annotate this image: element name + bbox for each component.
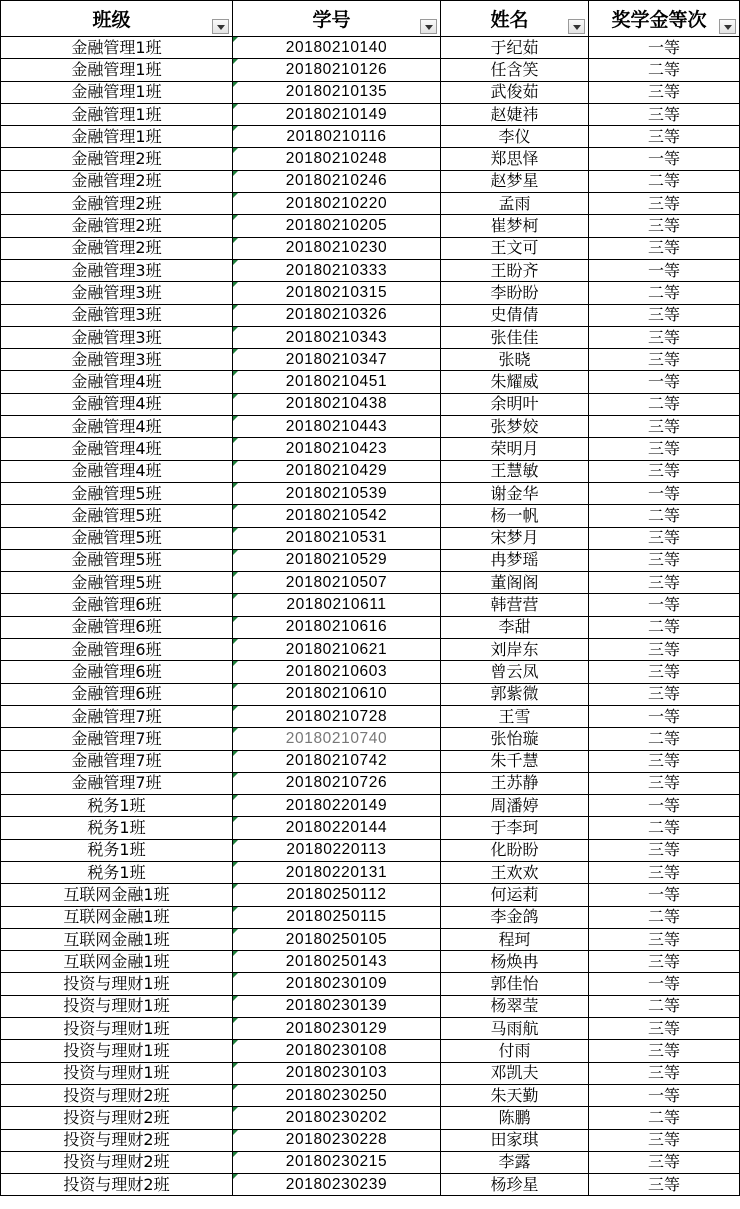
cell-student-id[interactable]: 20180210616: [233, 616, 441, 638]
cell-student-id[interactable]: 20180230139: [233, 995, 441, 1017]
cell-class[interactable]: 金融管理4班: [1, 460, 233, 482]
header-row: [1, 1, 740, 37]
cell-scholarship-level[interactable]: 三等: [589, 126, 740, 148]
cell-scholarship-level[interactable]: 二等: [589, 995, 740, 1017]
cell-student-id[interactable]: 20180210443: [233, 416, 441, 438]
cell-class[interactable]: 金融管理6班: [1, 639, 233, 661]
table-row: [1, 393, 740, 415]
cell-name[interactable]: 周潘婷: [441, 795, 589, 817]
cell-student-id[interactable]: 20180210529: [233, 549, 441, 571]
cell-scholarship-level[interactable]: 三等: [589, 1174, 740, 1196]
cell-name[interactable]: 张晓: [441, 349, 589, 371]
cell-class[interactable]: 金融管理5班: [1, 572, 233, 594]
cell-student-id[interactable]: 20180210742: [233, 750, 441, 772]
cell-name[interactable]: 刘岸东: [441, 639, 589, 661]
cell-student-id[interactable]: 20180210542: [233, 505, 441, 527]
table-row: [1, 683, 740, 705]
cell-scholarship-level[interactable]: 一等: [589, 259, 740, 281]
cell-student-id[interactable]: 20180210621: [233, 639, 441, 661]
cell-student-id[interactable]: 20180210610: [233, 683, 441, 705]
table-row: [1, 639, 740, 661]
cell-student-id[interactable]: 20180210343: [233, 326, 441, 348]
cell-scholarship-level[interactable]: 三等: [589, 1018, 740, 1040]
cell-class[interactable]: 投资与理财2班: [1, 1151, 233, 1173]
cell-class[interactable]: 金融管理3班: [1, 304, 233, 326]
table-row: [1, 549, 740, 571]
cell-student-id[interactable]: 20180230215: [233, 1151, 441, 1173]
table-row: [1, 170, 740, 192]
cell-class[interactable]: 税务1班: [1, 795, 233, 817]
table-row: [1, 416, 740, 438]
cell-scholarship-level[interactable]: 三等: [589, 1040, 740, 1062]
cell-scholarship-level[interactable]: 三等: [589, 103, 740, 125]
cell-scholarship-level[interactable]: 一等: [589, 973, 740, 995]
header-scholarship-level-label: 奖学金等次: [611, 9, 707, 31]
cell-class[interactable]: 投资与理财2班: [1, 1084, 233, 1106]
cell-student-id[interactable]: 20180210246: [233, 170, 441, 192]
table-row: [1, 438, 740, 460]
cell-class[interactable]: 金融管理7班: [1, 705, 233, 727]
cell-scholarship-level[interactable]: 一等: [589, 594, 740, 616]
table-row: [1, 505, 740, 527]
cell-scholarship-level[interactable]: 三等: [589, 237, 740, 259]
cell-name[interactable]: 李金鸽: [441, 906, 589, 928]
cell-class[interactable]: 互联网金融1班: [1, 951, 233, 973]
cell-scholarship-level[interactable]: 三等: [589, 81, 740, 103]
cell-student-id[interactable]: 20180210451: [233, 371, 441, 393]
cell-class[interactable]: 金融管理3班: [1, 326, 233, 348]
header-student-id-label: 学号: [312, 9, 351, 31]
cell-class[interactable]: 投资与理财1班: [1, 1040, 233, 1062]
cell-name[interactable]: 荣明月: [441, 438, 589, 460]
cell-scholarship-level[interactable]: 二等: [589, 170, 740, 192]
cell-name[interactable]: 孟雨: [441, 193, 589, 215]
cell-class[interactable]: 金融管理4班: [1, 393, 233, 415]
table-row: [1, 259, 740, 281]
cell-name[interactable]: 王雪: [441, 705, 589, 727]
cell-name[interactable]: 王盼齐: [441, 259, 589, 281]
cell-student-id[interactable]: 20180230228: [233, 1129, 441, 1151]
cell-scholarship-level[interactable]: 三等: [589, 750, 740, 772]
cell-student-id[interactable]: 20180220149: [233, 795, 441, 817]
table-row: [1, 572, 740, 594]
table-row: [1, 906, 740, 928]
cell-student-id[interactable]: 20180210507: [233, 572, 441, 594]
cell-name[interactable]: 王文可: [441, 237, 589, 259]
cell-scholarship-level[interactable]: 三等: [589, 460, 740, 482]
cell-student-id[interactable]: 20180210140: [233, 37, 441, 59]
cell-scholarship-level[interactable]: 三等: [589, 193, 740, 215]
cell-student-id[interactable]: 20180230250: [233, 1084, 441, 1106]
cell-scholarship-level[interactable]: 三等: [589, 839, 740, 861]
cell-name[interactable]: 朱天勤: [441, 1084, 589, 1106]
cell-name[interactable]: 李甜: [441, 616, 589, 638]
cell-scholarship-level[interactable]: 三等: [589, 928, 740, 950]
cell-scholarship-level[interactable]: 一等: [589, 705, 740, 727]
cell-student-id[interactable]: 20180210248: [233, 148, 441, 170]
table-row: [1, 482, 740, 504]
cell-name[interactable]: 谢金华: [441, 482, 589, 504]
filter-dropdown-icon[interactable]: [212, 19, 229, 34]
table-row: [1, 817, 740, 839]
cell-scholarship-level[interactable]: 一等: [589, 482, 740, 504]
cell-student-id[interactable]: 20180210347: [233, 349, 441, 371]
cell-student-id[interactable]: 20180250115: [233, 906, 441, 928]
cell-scholarship-level[interactable]: 三等: [589, 549, 740, 571]
cell-class[interactable]: 金融管理2班: [1, 215, 233, 237]
cell-student-id[interactable]: 20180210438: [233, 393, 441, 415]
cell-class[interactable]: 金融管理4班: [1, 371, 233, 393]
cell-scholarship-level[interactable]: 三等: [589, 349, 740, 371]
cell-name[interactable]: 杨珍星: [441, 1174, 589, 1196]
cell-name[interactable]: 邓凯夫: [441, 1062, 589, 1084]
cell-scholarship-level[interactable]: 一等: [589, 371, 740, 393]
cell-student-id[interactable]: 20180230108: [233, 1040, 441, 1062]
cell-name[interactable]: 朱千慧: [441, 750, 589, 772]
cell-student-id[interactable]: 20180220131: [233, 861, 441, 883]
cell-scholarship-level[interactable]: 二等: [589, 616, 740, 638]
cell-class[interactable]: 金融管理3班: [1, 259, 233, 281]
cell-name[interactable]: 宋梦月: [441, 527, 589, 549]
cell-class[interactable]: 金融管理1班: [1, 103, 233, 125]
cell-student-id[interactable]: 20180210603: [233, 661, 441, 683]
table-row: [1, 750, 740, 772]
cell-name[interactable]: 程珂: [441, 928, 589, 950]
cell-student-id[interactable]: 20180250112: [233, 884, 441, 906]
cell-class[interactable]: 金融管理5班: [1, 549, 233, 571]
cell-name[interactable]: 余明叶: [441, 393, 589, 415]
cell-class[interactable]: 金融管理2班: [1, 148, 233, 170]
cell-student-id[interactable]: 20180210205: [233, 215, 441, 237]
cell-class[interactable]: 金融管理5班: [1, 527, 233, 549]
cell-name[interactable]: 李露: [441, 1151, 589, 1173]
cell-name[interactable]: 何运莉: [441, 884, 589, 906]
cell-student-id[interactable]: 20180230239: [233, 1174, 441, 1196]
cell-class[interactable]: 金融管理6班: [1, 616, 233, 638]
cell-name[interactable]: 于纪茹: [441, 37, 589, 59]
cell-class[interactable]: 税务1班: [1, 839, 233, 861]
table-row: [1, 527, 740, 549]
table-row: [1, 861, 740, 883]
table-row: [1, 237, 740, 259]
cell-class[interactable]: 金融管理2班: [1, 237, 233, 259]
cell-scholarship-level[interactable]: 三等: [589, 861, 740, 883]
cell-student-id[interactable]: 20180230109: [233, 973, 441, 995]
table-row: [1, 59, 740, 81]
cell-name[interactable]: 田家琪: [441, 1129, 589, 1151]
cell-class[interactable]: 金融管理1班: [1, 59, 233, 81]
cell-class[interactable]: 金融管理2班: [1, 193, 233, 215]
table-row: [1, 928, 740, 950]
cell-name[interactable]: 杨翠莹: [441, 995, 589, 1017]
cell-student-id[interactable]: 20180230202: [233, 1107, 441, 1129]
table-row: [1, 37, 740, 59]
cell-class[interactable]: 互联网金融1班: [1, 906, 233, 928]
cell-scholarship-level[interactable]: 一等: [589, 1084, 740, 1106]
cell-name[interactable]: 冉梦瑶: [441, 549, 589, 571]
cell-scholarship-level[interactable]: 二等: [589, 1107, 740, 1129]
cell-name[interactable]: 任含笑: [441, 59, 589, 81]
cell-name[interactable]: 郭紫微: [441, 683, 589, 705]
cell-class[interactable]: 投资与理财1班: [1, 1062, 233, 1084]
cell-scholarship-level[interactable]: 二等: [589, 728, 740, 750]
cell-scholarship-level[interactable]: 三等: [589, 772, 740, 794]
table-row: [1, 772, 740, 794]
cell-class[interactable]: 互联网金融1班: [1, 884, 233, 906]
cell-name[interactable]: 张佳佳: [441, 326, 589, 348]
cell-scholarship-level[interactable]: 三等: [589, 326, 740, 348]
cell-name[interactable]: 郑思怿: [441, 148, 589, 170]
cell-class[interactable]: 金融管理5班: [1, 505, 233, 527]
table-row: [1, 705, 740, 727]
cell-student-id[interactable]: 20180210531: [233, 527, 441, 549]
cell-class[interactable]: 投资与理财1班: [1, 1018, 233, 1040]
table-row: [1, 795, 740, 817]
table-row: [1, 282, 740, 304]
cell-scholarship-level[interactable]: 三等: [589, 683, 740, 705]
cell-student-id[interactable]: 20180210315: [233, 282, 441, 304]
cell-scholarship-level[interactable]: 一等: [589, 795, 740, 817]
cell-scholarship-level[interactable]: 二等: [589, 906, 740, 928]
cell-name[interactable]: 王苏静: [441, 772, 589, 794]
cell-class[interactable]: 投资与理财2班: [1, 1174, 233, 1196]
cell-class[interactable]: 投资与理财2班: [1, 1107, 233, 1129]
cell-student-id[interactable]: 20180210429: [233, 460, 441, 482]
cell-name[interactable]: 张怡璇: [441, 728, 589, 750]
cell-name[interactable]: 付雨: [441, 1040, 589, 1062]
cell-class[interactable]: 金融管理7班: [1, 728, 233, 750]
cell-student-id[interactable]: 20180250143: [233, 951, 441, 973]
filter-dropdown-icon[interactable]: [420, 19, 437, 34]
cell-student-id[interactable]: 20180210326: [233, 304, 441, 326]
cell-class[interactable]: 金融管理3班: [1, 282, 233, 304]
cell-student-id[interactable]: 20180210149: [233, 103, 441, 125]
cell-name[interactable]: 于李珂: [441, 817, 589, 839]
cell-class[interactable]: 税务1班: [1, 861, 233, 883]
table-row: [1, 193, 740, 215]
cell-scholarship-level[interactable]: 三等: [589, 639, 740, 661]
cell-scholarship-level[interactable]: 三等: [589, 1062, 740, 1084]
cell-class[interactable]: 金融管理7班: [1, 772, 233, 794]
cell-scholarship-level[interactable]: 三等: [589, 1129, 740, 1151]
filter-dropdown-icon[interactable]: [568, 19, 585, 34]
cell-student-id[interactable]: 20180210728: [233, 705, 441, 727]
cell-scholarship-level[interactable]: 二等: [589, 505, 740, 527]
cell-class[interactable]: 金融管理1班: [1, 37, 233, 59]
table-row: [1, 1107, 740, 1129]
cell-name[interactable]: 张梦姣: [441, 416, 589, 438]
cell-name[interactable]: 董阁阁: [441, 572, 589, 594]
cell-class[interactable]: 金融管理7班: [1, 750, 233, 772]
cell-scholarship-level[interactable]: 三等: [589, 951, 740, 973]
cell-scholarship-level[interactable]: 一等: [589, 884, 740, 906]
table-row: [1, 1174, 740, 1196]
cell-name[interactable]: 朱耀威: [441, 371, 589, 393]
cell-scholarship-level[interactable]: 三等: [589, 661, 740, 683]
table-row: [1, 884, 740, 906]
table-row: [1, 349, 740, 371]
cell-name[interactable]: 韩营营: [441, 594, 589, 616]
filter-dropdown-icon[interactable]: [719, 19, 736, 34]
header-student-id[interactable]: [233, 1, 441, 37]
cell-scholarship-level[interactable]: 二等: [589, 817, 740, 839]
table-row: [1, 326, 740, 348]
cell-scholarship-level[interactable]: 三等: [589, 304, 740, 326]
table-row: [1, 1062, 740, 1084]
cell-class[interactable]: 金融管理5班: [1, 482, 233, 504]
table-row: [1, 661, 740, 683]
cell-scholarship-level[interactable]: 二等: [589, 282, 740, 304]
cell-class[interactable]: 金融管理2班: [1, 170, 233, 192]
cell-class[interactable]: 税务1班: [1, 817, 233, 839]
table-row: [1, 126, 740, 148]
table-row: [1, 460, 740, 482]
header-class[interactable]: [1, 1, 233, 37]
cell-class[interactable]: 金融管理1班: [1, 126, 233, 148]
cell-scholarship-level[interactable]: 三等: [589, 572, 740, 594]
cell-class[interactable]: 互联网金融1班: [1, 928, 233, 950]
table-row: [1, 839, 740, 861]
cell-class[interactable]: 金融管理6班: [1, 683, 233, 705]
header-class-label: 班级: [92, 9, 131, 31]
table-row: [1, 81, 740, 103]
table-row: [1, 951, 740, 973]
header-name-label: 姓名: [490, 9, 529, 31]
cell-student-id[interactable]: 20180210611: [233, 594, 441, 616]
cell-name[interactable]: 王欢欢: [441, 861, 589, 883]
cell-student-id[interactable]: 20180210333: [233, 259, 441, 281]
cell-student-id[interactable]: 20180250105: [233, 928, 441, 950]
cell-name[interactable]: 马雨航: [441, 1018, 589, 1040]
cell-class[interactable]: 金融管理6班: [1, 661, 233, 683]
cell-name[interactable]: 武俊茹: [441, 81, 589, 103]
cell-name[interactable]: 赵婕祎: [441, 103, 589, 125]
cell-student-id[interactable]: 20180210135: [233, 81, 441, 103]
table-row: [1, 1018, 740, 1040]
table-row: [1, 215, 740, 237]
cell-student-id[interactable]: 20180220144: [233, 817, 441, 839]
cell-class[interactable]: 金融管理6班: [1, 594, 233, 616]
table-body: [1, 37, 740, 1196]
table-row: [1, 594, 740, 616]
cell-scholarship-level[interactable]: 三等: [589, 1151, 740, 1173]
cell-scholarship-level[interactable]: 二等: [589, 59, 740, 81]
table-row: [1, 728, 740, 750]
cell-class[interactable]: 金融管理4班: [1, 416, 233, 438]
cell-class[interactable]: 投资与理财2班: [1, 1129, 233, 1151]
cell-scholarship-level[interactable]: 三等: [589, 215, 740, 237]
table-row: [1, 103, 740, 125]
cell-name[interactable]: 赵梦星: [441, 170, 589, 192]
table-row: [1, 1151, 740, 1173]
cell-name[interactable]: 李仪: [441, 126, 589, 148]
cell-student-id[interactable]: 20180210126: [233, 59, 441, 81]
cell-student-id[interactable]: 20180210116: [233, 126, 441, 148]
table-row: [1, 1129, 740, 1151]
header-name[interactable]: [441, 1, 589, 37]
table-row: [1, 371, 740, 393]
cell-class[interactable]: 金融管理3班: [1, 349, 233, 371]
cell-scholarship-level[interactable]: 二等: [589, 393, 740, 415]
table-row: [1, 616, 740, 638]
cell-student-id[interactable]: 20180210220: [233, 193, 441, 215]
cell-name[interactable]: 陈鹏: [441, 1107, 589, 1129]
cell-class[interactable]: 金融管理4班: [1, 438, 233, 460]
table-row: [1, 995, 740, 1017]
cell-student-id[interactable]: 20180210423: [233, 438, 441, 460]
table-row: [1, 148, 740, 170]
cell-name[interactable]: 王慧敏: [441, 460, 589, 482]
cell-scholarship-level[interactable]: 三等: [589, 527, 740, 549]
table-row: [1, 1040, 740, 1062]
cell-name[interactable]: 杨焕冉: [441, 951, 589, 973]
cell-student-id[interactable]: 20180230103: [233, 1062, 441, 1084]
cell-scholarship-level[interactable]: 一等: [589, 37, 740, 59]
cell-name[interactable]: 曾云凤: [441, 661, 589, 683]
cell-class[interactable]: 金融管理1班: [1, 81, 233, 103]
cell-class[interactable]: 投资与理财1班: [1, 995, 233, 1017]
table-row: [1, 1084, 740, 1106]
cell-student-id[interactable]: 20180210740: [233, 728, 441, 750]
cell-student-id[interactable]: 20180210539: [233, 482, 441, 504]
cell-name[interactable]: 史倩倩: [441, 304, 589, 326]
cell-scholarship-level[interactable]: 一等: [589, 148, 740, 170]
cell-student-id[interactable]: 20180210726: [233, 772, 441, 794]
cell-scholarship-level[interactable]: 三等: [589, 438, 740, 460]
header-scholarship-level[interactable]: [589, 1, 740, 37]
cell-student-id[interactable]: 20180210230: [233, 237, 441, 259]
cell-student-id[interactable]: 20180220113: [233, 839, 441, 861]
table-row: [1, 973, 740, 995]
cell-name[interactable]: 化盼盼: [441, 839, 589, 861]
cell-name[interactable]: 郭佳怡: [441, 973, 589, 995]
cell-name[interactable]: 崔梦柯: [441, 215, 589, 237]
cell-name[interactable]: 杨一帆: [441, 505, 589, 527]
cell-name[interactable]: 李盼盼: [441, 282, 589, 304]
cell-scholarship-level[interactable]: 三等: [589, 416, 740, 438]
cell-student-id[interactable]: 20180230129: [233, 1018, 441, 1040]
cell-class[interactable]: 投资与理财1班: [1, 973, 233, 995]
table-row: [1, 304, 740, 326]
